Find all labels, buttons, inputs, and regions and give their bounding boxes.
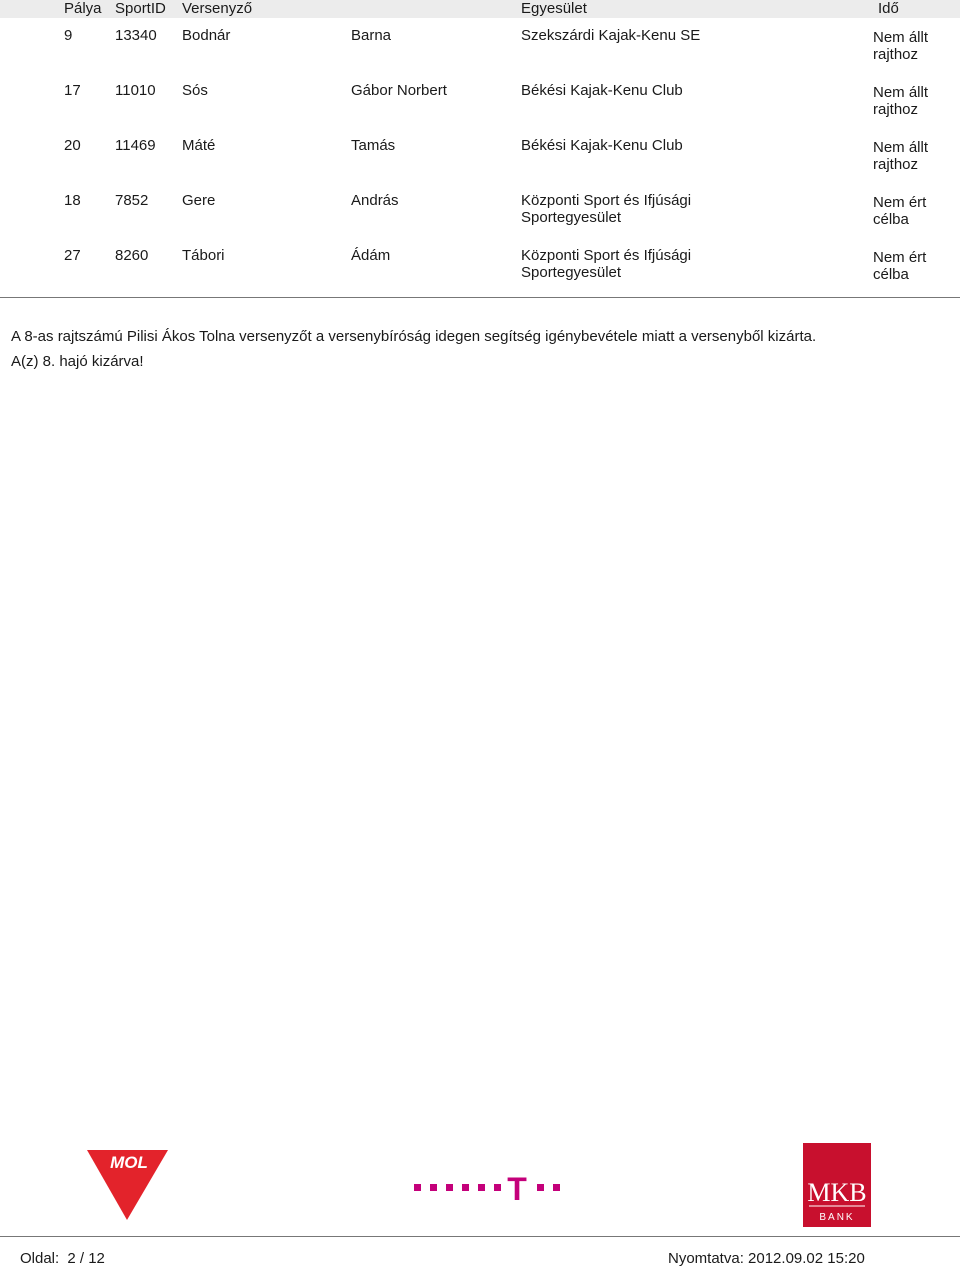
time-cell: Nem állt rajthoz (873, 84, 929, 118)
first-name-cell: Tamás (351, 137, 396, 154)
last-name-cell: Tábori (182, 247, 225, 264)
table-row (0, 247, 960, 302)
printed-value: 2012.09.02 15:20 (748, 1250, 865, 1267)
table-row (0, 27, 960, 82)
sport-id-cell: 11010 (115, 82, 156, 99)
mol-logo (85, 1148, 170, 1222)
lane-cell: 17 (64, 82, 81, 99)
footer-divider (0, 1236, 960, 1237)
mkb-text: MKB (807, 1178, 867, 1207)
table-row (0, 192, 960, 247)
last-name-cell: Bodnár (182, 27, 231, 44)
page-value: 2 / 12 (67, 1250, 105, 1267)
disqualification-summary: A(z) 8. hajó kizárva! (11, 353, 144, 370)
last-name-cell: Gere (182, 192, 216, 209)
first-name-cell: András (351, 192, 399, 209)
last-name-cell: Máté (182, 137, 216, 154)
first-name-cell: Gábor Norbert (351, 82, 447, 99)
sport-id-cell: 7852 (115, 192, 149, 209)
club-cell: Szekszárdi Kajak-Kenu SE (521, 27, 701, 44)
club-cell: Központi Sport és Ifjúsági Sportegyesület (521, 247, 692, 281)
page-indicator (20, 1250, 105, 1268)
sport-id-cell: 8260 (115, 247, 149, 264)
time-cell: Nem ért célba (873, 194, 927, 228)
header-club: Egyesület (521, 0, 587, 17)
printed-timestamp (668, 1250, 865, 1268)
club-cell: Békési Kajak-Kenu Club (521, 82, 683, 99)
sport-id-cell: 11469 (115, 137, 156, 154)
lane-cell: 18 (64, 192, 81, 209)
header-sport-id: SportID (115, 0, 166, 17)
lane-cell: 27 (64, 247, 81, 264)
time-cell: Nem állt rajthoz (873, 29, 929, 63)
last-name-cell: Sós (182, 82, 208, 99)
time-cell: Nem állt rajthoz (873, 139, 929, 173)
sport-id-cell: 13340 (115, 27, 157, 44)
table-row (0, 137, 960, 192)
club-cell: Központi Sport és Ifjúsági Sportegyesület (521, 192, 692, 226)
first-name-cell: Ádám (351, 247, 391, 264)
club-cell: Békési Kajak-Kenu Club (521, 137, 683, 154)
time-cell: Nem ért célba (873, 249, 927, 283)
lane-cell: 9 (64, 27, 73, 44)
header-competitor: Versenyző (182, 0, 253, 17)
mkb-bank-logo (803, 1143, 871, 1227)
header-time: Idő (878, 0, 899, 17)
header-lane: Pálya (64, 0, 102, 17)
table-header (0, 0, 960, 18)
bank-text: BANK (819, 1212, 855, 1223)
first-name-cell: Barna (351, 27, 392, 44)
lane-cell: 20 (64, 137, 81, 154)
mol-logo-text: MOL (110, 1153, 148, 1172)
table-divider (0, 297, 960, 298)
telekom-logo (410, 1168, 560, 1202)
table-row (0, 82, 960, 137)
page-label: Oldal: (20, 1250, 60, 1267)
telekom-t-letter: T (507, 1171, 527, 1202)
disqualification-note: A 8-as rajtszámú Pilisi Ákos Tolna versenyzőt a versenybíróság idegen segítség igénybevétele miatt a versenyből kizárta. (11, 328, 817, 345)
printed-label: Nyomtatva: (668, 1250, 744, 1267)
